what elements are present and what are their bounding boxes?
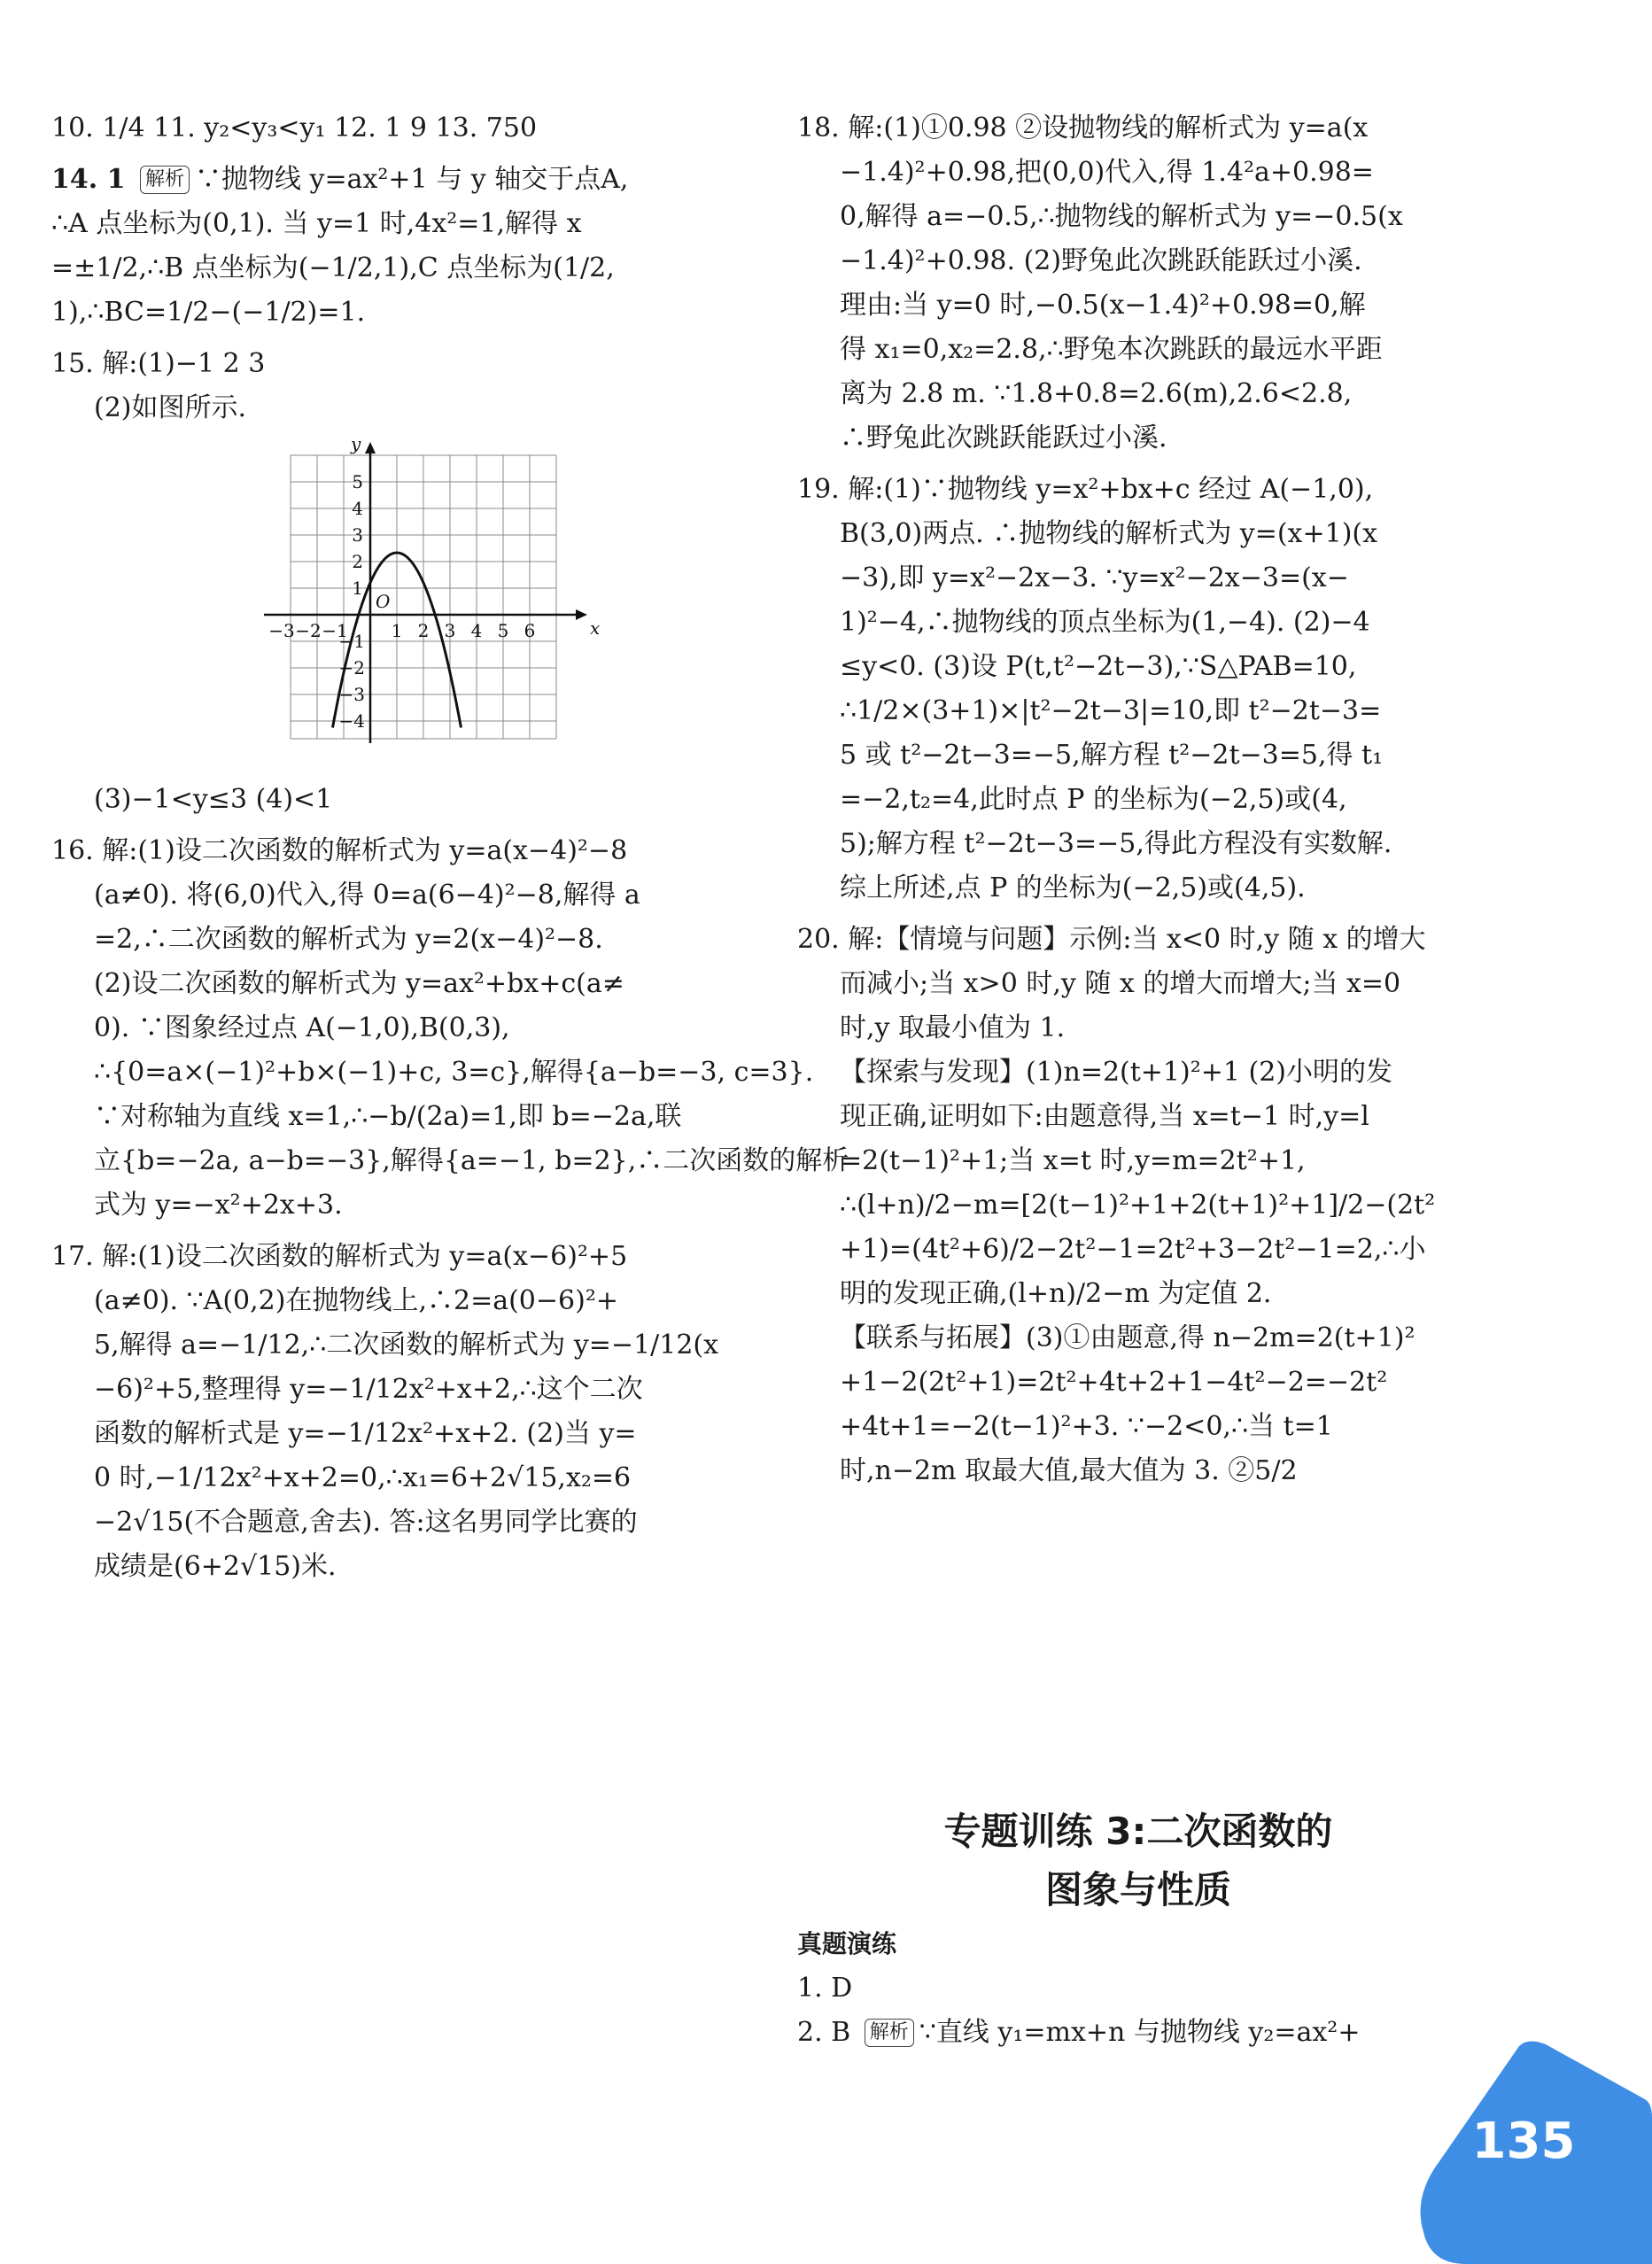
answer-19-line-6: ∴1/2×(3+1)×|t²−2t−3|=10,即 t²−2t−3=: [840, 695, 1382, 726]
exam-answer-2-head: 2. B: [797, 2017, 859, 2048]
y-tick-label: 1: [352, 578, 363, 599]
x-tick-label: −1: [322, 620, 348, 641]
answer-20-line-3: 时,y 取最小值为 1.: [840, 1012, 1066, 1043]
answer-16-line-9: 式为 y=−x²+2x+3.: [94, 1190, 343, 1221]
answer-16-line-2: (a≠0). 将(6,0)代入,得 0=a(6−4)²−8,解得 a: [94, 880, 640, 911]
answer-20-line-13: 时,n−2m 取最大值,最大值为 3. ②5/2: [840, 1455, 1298, 1486]
exam-practice-section: [797, 1922, 1479, 2055]
answer-20-line-6: =2(t−1)²+1;当 x=t 时,y=m=2t²+1,: [840, 1145, 1306, 1176]
answer-14-text: ∵抛物线 y=ax²+1 与 y 轴交于点A,: [194, 164, 629, 195]
answer-15-part-3-4: (3)−1<y≤3 (4)<1: [94, 784, 333, 815]
answer-16-line-1: 16. 解:(1)设二次函数的解析式为 y=a(x−4)²−8: [51, 835, 628, 866]
analysis-tag: 解析: [140, 166, 190, 194]
y-tick-label: −3: [338, 684, 365, 705]
topic-title: [797, 1803, 1479, 1919]
x-tick-label: −2: [295, 620, 322, 641]
grid: [291, 455, 556, 739]
right-column: [797, 106, 1479, 1493]
answer-20-line-10: 【联系与拓展】(3)①由题意,得 n−2m=2(t+1)²: [840, 1322, 1415, 1353]
exam-answer-2-text: ∵直线 y₁=mx+n 与抛物线 y₂=ax²+: [919, 2017, 1361, 2048]
answer-20-line-9: 明的发现正确,(l+n)/2−m 为定值 2.: [840, 1278, 1272, 1309]
answer-18-line-5: 理由:当 y=0 时,−0.5(x−1.4)²+0.98=0,解: [840, 290, 1366, 321]
answer-19-line-4: 1)²−4,∴抛物线的顶点坐标为(1,−4). (2)−4: [840, 607, 1370, 638]
answer-17-line-4: −6)²+5,整理得 y=−1/12x²+x+2,∴这个二次: [94, 1374, 643, 1405]
answer-16-line-4: (2)设二次函数的解析式为 y=ax²+bx+c(a≠: [94, 968, 624, 999]
answer-14-line-3: =±1/2,∴B 点坐标为(−1/2,1),C 点坐标为(1/2,: [51, 252, 615, 283]
topic-title-line-2: 图象与性质: [1044, 1868, 1231, 1911]
answer-16-line-6: ∴{0=a×(−1)²+b×(−1)+c, 3=c},解得{a−b=−3, c=3}.: [94, 1057, 814, 1088]
answer-20-line-7: ∴(l+n)/2−m=[2(t−1)²+1+2(t+1)²+1]/2−(2t²: [840, 1190, 1436, 1221]
y-tick-label: 4: [352, 498, 363, 519]
answer-16-line-8: 立{b=−2a, a−b=−3},解得{a=−1, b=2},∴二次函数的解析: [94, 1145, 849, 1176]
answer-16-line-5: 0). ∵图象经过点 A(−1,0),B(0,3),: [94, 1012, 510, 1043]
exam-answer-2: [797, 2011, 1479, 2055]
exam-answer-1: 1. D: [797, 1973, 853, 2004]
answer-19-line-2: B(3,0)两点. ∴抛物线的解析式为 y=(x+1)(x: [840, 518, 1378, 549]
y-tick-label: 5: [352, 471, 363, 492]
answer-20-line-2: 而减小;当 x>0 时,y 随 x 的增大而增大;当 x=0: [840, 968, 1401, 999]
answer-18-line-4: −1.4)²+0.98. (2)野兔此次跳跃能跃过小溪.: [840, 245, 1362, 276]
answer-18-line-3: 0,解得 a=−0.5,∴抛物线的解析式为 y=−0.5(x: [840, 201, 1403, 232]
answer-20-line-8: +1)=(4t²+6)/2−2t²−1=2t²+3−2t²−1=2,∴小: [840, 1234, 1426, 1265]
answer-16-line-3: =2,∴二次函数的解析式为 y=2(x−4)²−8.: [94, 924, 603, 955]
answer-20-line-1: 20. 解:【情境与问题】示例:当 x<0 时,y 随 x 的增大: [797, 924, 1426, 955]
answer-20-line-4: 【探索与发现】(1)n=2(t+1)²+1 (2)小明的发: [840, 1057, 1393, 1088]
answer-19-line-10: 综上所述,点 P 的坐标为(−2,5)或(4,5).: [840, 872, 1306, 903]
answer-17-line-7: −2√15(不合题意,舍去). 答:这名男同学比赛的: [94, 1507, 638, 1538]
y-tick-label: −4: [338, 710, 365, 732]
answer-20-line-12: +4t+1=−2(t−1)²+3. ∵−2<0,∴当 t=1: [840, 1411, 1333, 1442]
topic-title-line-1: 专题训练 3:二次函数的: [943, 1810, 1333, 1853]
answer-14-line-4: 1),∴BC=1/2−(−1/2)=1.: [51, 297, 366, 328]
answer-19-line-1: 19. 解:(1)∵抛物线 y=x²+bx+c 经过 A(−1,0),: [797, 474, 1374, 505]
answer-19-line-7: 5 或 t²−2t−3=−5,解方程 t²−2t−3=5,得 t₁: [840, 740, 1384, 771]
answer-18-line-2: −1.4)²+0.98,把(0,0)代入,得 1.4²a+0.98=: [840, 157, 1374, 188]
answer-18-line-7: 离为 2.8 m. ∵1.8+0.8=2.6(m),2.6<2.8,: [840, 378, 1353, 409]
answer-15: 15. 解:(1)−1 2 3: [51, 348, 266, 379]
x-axis-arrow: [576, 609, 587, 620]
answer-17-line-8: 成绩是(6+2√15)米.: [94, 1551, 337, 1582]
answer-14-line-2: ∴A 点坐标为(0,1). 当 y=1 时,4x²=1,解得 x: [51, 208, 582, 239]
left-column: [51, 106, 849, 1589]
x-tick-label: 2: [417, 620, 430, 641]
x-axis-label: x: [590, 617, 601, 639]
answer-17-line-1: 17. 解:(1)设二次函数的解析式为 y=a(x−6)²+5: [51, 1241, 628, 1272]
x-tick-label: 5: [497, 620, 509, 641]
y-axis-label: y: [351, 438, 361, 454]
page-number: 135: [1471, 2113, 1576, 2170]
answer-14: [51, 158, 742, 202]
answer-18-line-1: 18. 解:(1)①0.98 ②设抛物线的解析式为 y=a(x: [797, 112, 1369, 143]
origin-label: O: [376, 591, 391, 612]
answer-17-line-3: 5,解得 a=−1/12,∴二次函数的解析式为 y=−1/12(x: [94, 1330, 719, 1361]
answer-20-line-5: 现正确,证明如下:由题意得,当 x=t−1 时,y=l: [840, 1101, 1369, 1132]
x-tick-label: 1: [391, 620, 403, 641]
answer-18-line-6: 得 x₁=0,x₂=2.8,∴野兔本次跳跃的最远水平距: [840, 334, 1383, 365]
answer-19-line-3: −3),即 y=x²−2x−3. ∵y=x²−2x−3=(x−: [840, 562, 1349, 593]
analysis-tag: 解析: [865, 2019, 914, 2047]
answer-16-line-7: ∵对称轴为直线 x=1,∴−b/(2a)=1,即 b=−2a,联: [94, 1101, 682, 1132]
y-axis-arrow: [365, 442, 376, 454]
answer-19-line-5: ≤y<0. (3)设 P(t,t²−2t−3),∵S△PAB=10,: [840, 651, 1357, 682]
section-heading: 真题演练: [797, 1929, 897, 1958]
y-tick-label: −1: [338, 631, 365, 652]
answer-17-line-2: (a≠0). ∵A(0,2)在抛物线上,∴2=a(0−6)²+: [94, 1285, 618, 1316]
answer-19-line-9: 5);解方程 t²−2t−3=−5,得此方程没有实数解.: [840, 828, 1392, 859]
parabola-graph: [246, 438, 636, 756]
answer-19-line-8: =−2,t₂=4,此时点 P 的坐标为(−2,5)或(4,: [840, 784, 1347, 815]
x-tick-label: 4: [470, 620, 483, 641]
y-tick-label: −2: [338, 657, 365, 678]
x-tick-label: −3: [268, 620, 295, 641]
answer-20-line-11: +1−2(2t²+1)=2t²+4t+2+1−4t²−2=−2t²: [840, 1367, 1388, 1398]
answer-14-head: 14. 1: [51, 164, 135, 195]
x-tick-label: 6: [524, 620, 536, 641]
answer-18-line-8: ∴野兔此次跳跃能跃过小溪.: [840, 423, 1167, 454]
y-tick-label: 2: [352, 551, 363, 572]
answer-15-part-2: (2)如图所示.: [94, 392, 247, 423]
x-tick-label: 3: [444, 620, 456, 641]
y-tick-label: 3: [352, 524, 363, 546]
answer-17-line-5: 函数的解析式是 y=−1/12x²+x+2. (2)当 y=: [94, 1418, 637, 1449]
answer-17-line-6: 0 时,−1/12x²+x+2=0,∴x₁=6+2√15,x₂=6: [94, 1462, 632, 1493]
answer-10-13: 10. 1/4 11. y₂<y₃<y₁ 12. 1 9 13. 750: [51, 112, 538, 143]
